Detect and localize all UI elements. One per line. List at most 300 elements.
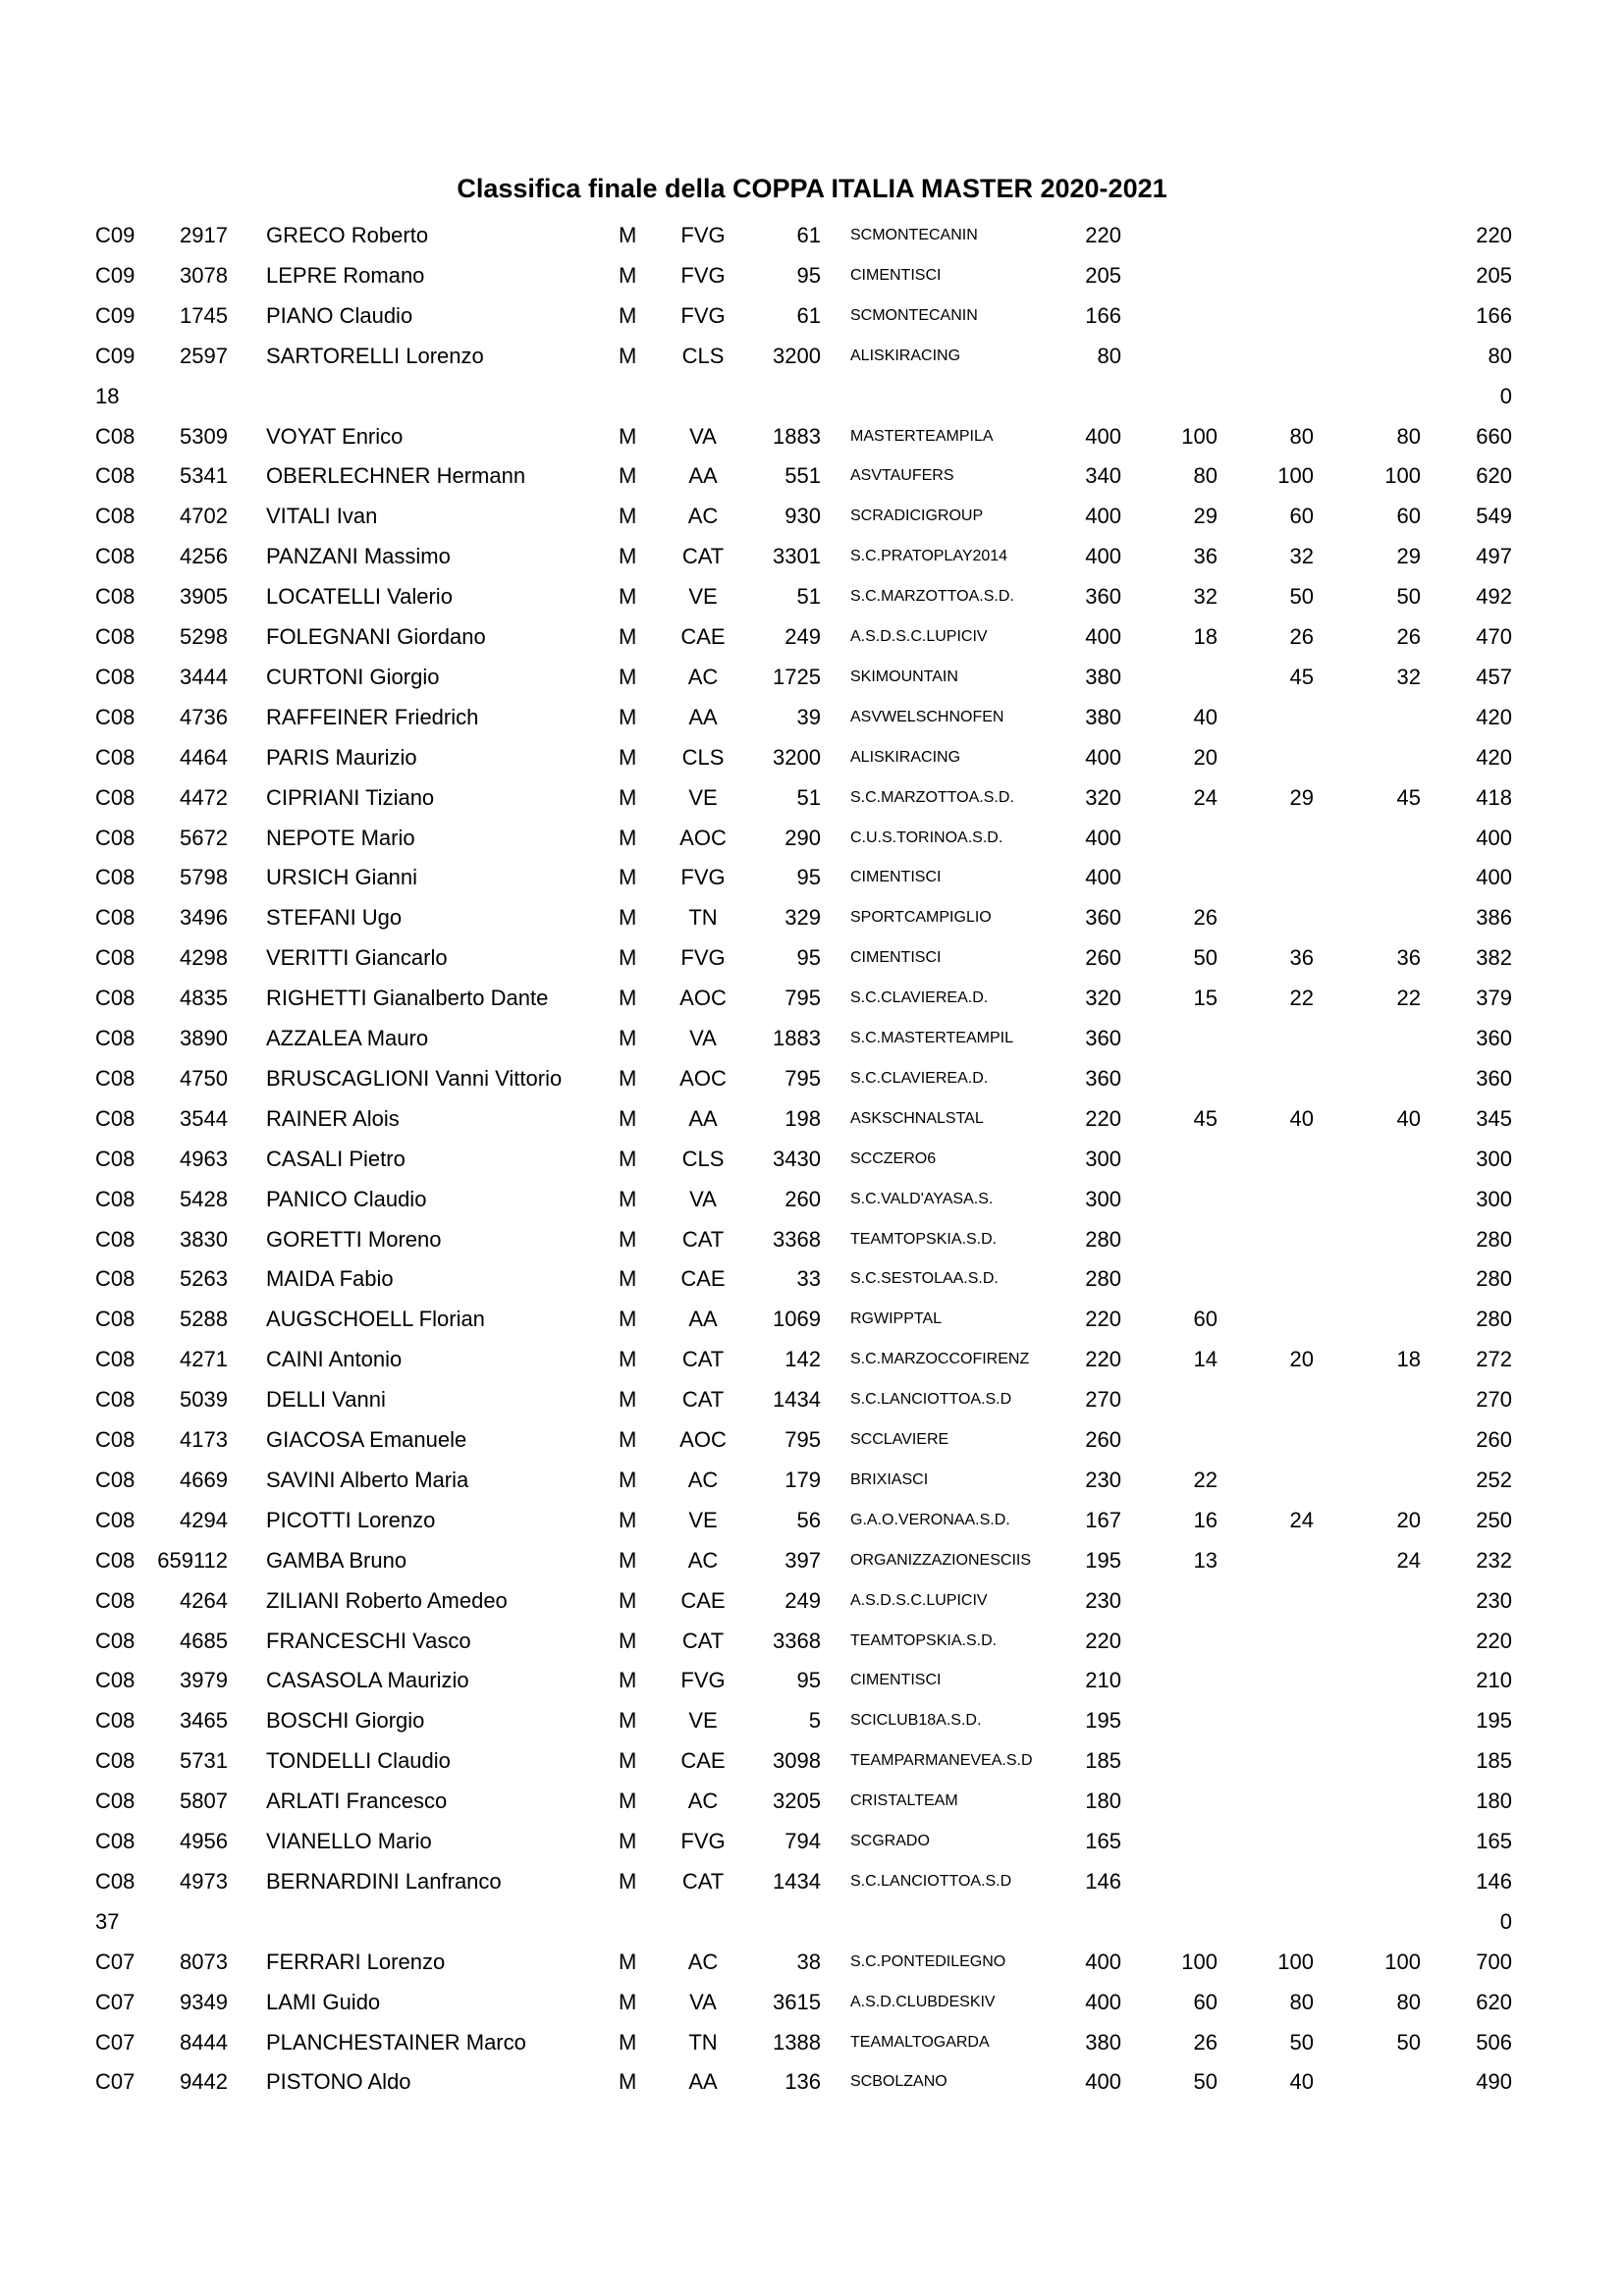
sex-cell: M [619,744,637,770]
sex-cell: M [619,1387,637,1413]
points-race-4-cell: 32 [1396,664,1421,689]
region-cell: CAE [680,1266,726,1292]
points-race-4-cell: 100 [1384,1949,1421,1974]
table-row [0,417,1624,457]
points-race-2-cell: 16 [1193,1507,1218,1532]
region-cell: CLS [681,744,725,770]
athlete-name-cell: GORETTI Moreno [266,1226,442,1252]
points-race-1-cell: 195 [1085,1708,1121,1734]
points-race-3-cell: 60 [1289,504,1314,529]
region-cell: VA [689,1026,717,1050]
total-points-cell: 0 [1499,383,1512,408]
points-race-1-cell: 400 [1085,1949,1121,1974]
points-race-2-cell: 50 [1193,2069,1218,2095]
page-title: Classifica finale della COPPA ITALIA MASTER 2020-2021 [457,174,1167,203]
athlete-code-cell: 5288 [180,1307,228,1332]
points-race-1-cell: 260 [1085,945,1121,971]
team-name-cell: TEAMPARMANEVEA.S.D [850,1752,1033,1770]
region-cell: CAE [680,1748,726,1774]
sex-cell: M [619,1146,637,1171]
athlete-name-cell: VITALI Ivan [266,504,378,529]
region-cell: CAT [681,1347,725,1372]
points-race-1-cell: 280 [1085,1266,1121,1292]
points-race-1-cell: 400 [1085,423,1121,449]
region-cell: FVG [680,1668,726,1693]
athlete-code-cell: 5039 [180,1387,228,1413]
points-race-4-cell: 20 [1396,1507,1421,1532]
athlete-name-cell: CASASOLA Maurizio [266,1668,469,1693]
team-name-cell: SKIMOUNTAIN [850,667,958,685]
sex-cell: M [619,1226,637,1252]
table-row [0,456,1624,497]
team-name-cell: S.C.PONTEDILEGNO [850,1952,1006,1970]
region-cell: VA [689,1186,717,1211]
athlete-name-cell: PISTONO Aldo [266,2069,411,2095]
points-race-3-cell: 100 [1277,1949,1314,1974]
athlete-code-cell: 4750 [180,1065,228,1091]
total-points-cell: 490 [1476,2069,1512,2095]
region-cell: CAT [681,1868,725,1894]
category-cell: C07 [95,2029,135,2055]
region-cell: AC [687,504,719,529]
points-race-4-cell: 80 [1396,1989,1421,2014]
points-race-4-cell: 50 [1396,584,1421,610]
category-cell: 37 [95,1908,120,1934]
category-cell: C08 [95,1065,135,1091]
athlete-code-cell: 4956 [180,1829,228,1853]
points-race-4-cell: 29 [1396,544,1421,569]
category-cell: C08 [95,1748,135,1774]
region-cell: AOC [679,1427,727,1452]
points-race-3-cell: 29 [1289,784,1314,810]
total-points-cell: 210 [1476,1668,1512,1693]
points-race-4-cell: 50 [1396,2029,1421,2055]
club-code-cell: 61 [796,223,821,247]
points-race-2-cell: 100 [1181,423,1218,449]
points-race-1-cell: 360 [1085,905,1121,931]
total-points-cell: 379 [1476,986,1512,1011]
sex-cell: M [619,1868,637,1894]
team-name-cell: TEAMTOPSKIA.S.D. [850,1230,998,1248]
points-race-1-cell: 380 [1085,704,1121,729]
category-cell: C09 [95,343,135,368]
points-race-3-cell: 50 [1289,2029,1314,2055]
athlete-code-cell: 5341 [180,463,228,489]
region-cell: CAE [680,624,726,649]
points-race-4-cell: 100 [1384,463,1421,489]
athlete-code-cell: 5672 [180,825,228,850]
total-points-cell: 620 [1476,463,1512,489]
table-row [0,1541,1624,1581]
sex-cell: M [619,865,637,890]
total-points-cell: 345 [1476,1105,1512,1131]
team-name-cell: S.C.VALD'AYASA.S. [850,1190,994,1207]
sex-cell: M [619,1587,637,1613]
points-race-3-cell: 45 [1289,664,1314,689]
athlete-name-cell: CIPRIANI Tiziano [266,784,435,810]
athlete-name-cell: RAFFEINER Friedrich [266,704,479,729]
athlete-name-cell: PIANO Claudio [266,302,413,328]
points-race-2-cell: 24 [1193,784,1218,810]
points-race-1-cell: 270 [1085,1387,1121,1413]
total-points-cell: 420 [1476,704,1512,729]
points-race-4-cell: 80 [1396,423,1421,449]
sex-cell: M [619,2069,637,2095]
category-cell: C08 [95,1668,135,1693]
table-row [0,778,1624,819]
table-row [0,1902,1624,1943]
table-row [0,617,1624,658]
sex-cell: M [619,584,637,610]
category-cell: C08 [95,986,135,1011]
sex-cell: M [619,784,637,810]
club-code-cell: 551 [785,463,821,489]
sex-cell: M [619,1547,637,1573]
sex-cell: M [619,825,637,850]
athlete-code-cell: 4298 [180,945,228,971]
table-row [0,1501,1624,1541]
athlete-name-cell: TONDELLI Claudio [266,1748,451,1774]
athlete-name-cell: GIACOSA Emanuele [266,1427,467,1452]
table-row [0,1059,1624,1099]
athlete-code-cell: 3890 [180,1026,228,1050]
total-points-cell: 230 [1476,1587,1512,1613]
total-points-cell: 700 [1476,1949,1512,1974]
total-points-cell: 386 [1476,905,1512,931]
sex-cell: M [619,1708,637,1734]
team-name-cell: S.C.CLAVIEREA.D. [850,1069,989,1087]
total-points-cell: 232 [1476,1547,1512,1573]
points-race-1-cell: 210 [1085,1668,1121,1693]
club-code-cell: 51 [796,584,821,610]
total-points-cell: 457 [1476,664,1512,689]
sex-cell: M [619,945,637,971]
athlete-code-cell: 4973 [180,1868,228,1894]
points-race-4-cell: 24 [1396,1547,1421,1573]
points-race-1-cell: 300 [1085,1146,1121,1171]
region-cell: FVG [680,223,726,247]
region-cell: VE [688,784,718,810]
total-points-cell: 146 [1476,1868,1512,1894]
team-name-cell: MASTERTEAMPILA [850,427,994,445]
athlete-name-cell: CASALI Pietro [266,1146,406,1171]
athlete-name-cell: CURTONI Giorgio [266,664,440,689]
region-cell: AC [687,1789,719,1814]
points-race-3-cell: 20 [1289,1347,1314,1372]
sex-cell: M [619,262,637,288]
table-row [0,2062,1624,2103]
region-cell: AA [688,1307,718,1332]
athlete-code-cell: 8073 [180,1949,228,1974]
points-race-3-cell: 26 [1289,624,1314,649]
club-code-cell: 290 [785,825,821,850]
club-code-cell: 3200 [773,744,821,770]
athlete-name-cell: OBERLECHNER Hermann [266,463,526,489]
table-row [0,1461,1624,1501]
athlete-code-cell: 5298 [180,624,228,649]
athlete-code-cell: 5807 [180,1789,228,1814]
athlete-code-cell: 1745 [180,302,228,328]
total-points-cell: 360 [1476,1026,1512,1050]
category-cell: C08 [95,1266,135,1292]
sex-cell: M [619,1266,637,1292]
athlete-name-cell: SARTORELLI Lorenzo [266,343,484,368]
points-race-1-cell: 280 [1085,1226,1121,1252]
club-code-cell: 3368 [773,1226,821,1252]
total-points-cell: 300 [1476,1146,1512,1171]
points-race-1-cell: 220 [1085,1307,1121,1332]
points-race-1-cell: 220 [1085,1628,1121,1653]
athlete-code-cell: 4685 [180,1628,228,1653]
sex-cell: M [619,1789,637,1814]
athlete-code-cell: 2917 [180,223,228,247]
club-code-cell: 38 [796,1949,821,1974]
sex-cell: M [619,664,637,689]
club-code-cell: 260 [785,1186,821,1211]
athlete-name-cell: LAMI Guido [266,1989,381,2014]
table-row [0,1661,1624,1701]
points-race-2-cell: 36 [1193,544,1218,569]
team-name-cell: SCMONTECANIN [850,306,978,324]
category-cell: C08 [95,1347,135,1372]
sex-cell: M [619,463,637,489]
athlete-code-cell: 3496 [180,905,228,931]
club-code-cell: 794 [785,1829,821,1853]
region-cell: CAT [681,1226,725,1252]
points-race-1-cell: 380 [1085,664,1121,689]
table-row [0,1943,1624,1983]
athlete-code-cell: 3979 [180,1668,228,1693]
athlete-name-cell: PARIS Maurizio [266,744,417,770]
athlete-name-cell: ARLATI Francesco [266,1789,448,1814]
category-cell: C08 [95,1868,135,1894]
athlete-code-cell: 3905 [180,584,228,610]
region-cell: CAE [680,1587,726,1613]
region-cell: AC [687,1949,719,1974]
region-cell: VA [689,1989,717,2014]
sex-cell: M [619,1507,637,1532]
sex-cell: M [619,1829,637,1853]
table-row [0,1701,1624,1741]
points-race-3-cell: 32 [1289,544,1314,569]
table-row [0,1862,1624,1902]
region-cell: CLS [681,1146,725,1171]
athlete-name-cell: VERITTI Giancarlo [266,945,448,971]
athlete-name-cell: LOCATELLI Valerio [266,584,453,610]
points-race-1-cell: 400 [1085,1989,1121,2014]
total-points-cell: 492 [1476,584,1512,610]
table-row [0,979,1624,1019]
team-name-cell: SCCLAVIERE [850,1431,949,1448]
points-race-2-cell: 40 [1193,704,1218,729]
category-cell: C08 [95,1628,135,1653]
athlete-code-cell: 3444 [180,664,228,689]
table-row [0,1099,1624,1140]
athlete-code-cell: 4835 [180,986,228,1011]
total-points-cell: 166 [1476,302,1512,328]
points-race-1-cell: 205 [1085,262,1121,288]
region-cell: AOC [679,1065,727,1091]
region-cell: AA [688,704,718,729]
total-points-cell: 300 [1476,1186,1512,1211]
points-race-2-cell: 18 [1193,624,1218,649]
sex-cell: M [619,1065,637,1091]
club-code-cell: 61 [796,302,821,328]
table-row [0,1140,1624,1180]
club-code-cell: 3368 [773,1628,821,1653]
club-code-cell: 3615 [773,1989,821,2014]
table-row [0,858,1624,898]
points-race-3-cell: 80 [1289,1989,1314,2014]
region-cell: CAT [681,1628,725,1653]
table-row [0,497,1624,537]
points-race-1-cell: 400 [1085,504,1121,529]
sex-cell: M [619,1628,637,1653]
athlete-code-cell: 4173 [180,1427,228,1452]
athlete-name-cell: BRUSCAGLIONI Vanni Vittorio [266,1065,563,1091]
total-points-cell: 205 [1476,262,1512,288]
total-points-cell: 220 [1476,1628,1512,1653]
table-row [0,1420,1624,1461]
sex-cell: M [619,302,637,328]
athlete-name-cell: FRANCESCHI Vasco [266,1628,471,1653]
team-name-cell: A.S.D.S.C.LUPICIV [850,1591,988,1609]
club-code-cell: 136 [785,2069,821,2095]
athlete-code-cell: 5798 [180,865,228,890]
category-cell: C08 [95,945,135,971]
table-row [0,1822,1624,1862]
athlete-name-cell: GRECO Roberto [266,223,429,247]
athlete-name-cell: FOLEGNANI Giordano [266,624,486,649]
sex-cell: M [619,1186,637,1211]
athlete-code-cell: 5428 [180,1186,228,1211]
team-name-cell: CRISTALTEAM [850,1792,958,1810]
club-code-cell: 3098 [773,1748,821,1774]
club-code-cell: 198 [785,1105,821,1131]
category-cell: C07 [95,1989,135,2014]
athlete-name-cell: VOYAT Enrico [266,423,404,449]
athlete-name-cell: BERNARDINI Lanfranco [266,1868,502,1894]
region-cell: CAT [681,544,725,569]
category-cell: C08 [95,1587,135,1613]
table-row [0,1622,1624,1662]
athlete-name-cell: SAVINI Alberto Maria [266,1467,469,1492]
total-points-cell: 280 [1476,1226,1512,1252]
team-name-cell: SCGRADO [850,1833,930,1849]
team-name-cell: S.C.LANCIOTTOA.S.D [850,1391,1012,1409]
points-race-1-cell: 360 [1085,1065,1121,1091]
team-name-cell: SCMONTECANIN [850,227,978,243]
points-race-2-cell: 26 [1193,905,1218,931]
total-points-cell: 165 [1476,1829,1512,1853]
region-cell: FVG [680,1829,726,1853]
club-code-cell: 3430 [773,1146,821,1171]
points-race-4-cell: 18 [1396,1347,1421,1372]
athlete-code-cell: 9349 [180,1989,228,2014]
region-cell: AA [688,463,718,489]
points-race-3-cell: 40 [1289,1105,1314,1131]
athlete-code-cell: 2597 [180,343,228,368]
total-points-cell: 185 [1476,1748,1512,1774]
club-code-cell: 3301 [773,544,821,569]
team-name-cell: S.C.MARZOTTOA.S.D. [850,788,1014,806]
club-code-cell: 3200 [773,343,821,368]
points-race-2-cell: 100 [1181,1949,1218,1974]
club-code-cell: 1725 [773,664,821,689]
points-race-2-cell: 50 [1193,945,1218,971]
athlete-name-cell: ZILIANI Roberto Amedeo [266,1587,508,1613]
points-race-1-cell: 400 [1085,825,1121,850]
region-cell: AC [687,664,719,689]
category-cell: C08 [95,704,135,729]
team-name-cell: C.U.S.TORINOA.S.D. [850,828,1003,846]
table-row [0,1983,1624,2023]
points-race-1-cell: 230 [1085,1467,1121,1492]
club-code-cell: 179 [785,1467,821,1492]
points-race-2-cell: 22 [1193,1467,1218,1492]
table-row [0,1380,1624,1420]
points-race-1-cell: 360 [1085,1026,1121,1050]
sex-cell: M [619,986,637,1011]
team-name-cell: A.S.D.S.C.LUPICIV [850,628,988,645]
category-cell: C08 [95,784,135,810]
points-race-4-cell: 22 [1396,986,1421,1011]
athlete-code-cell: 4256 [180,544,228,569]
table-row [0,1019,1624,1059]
points-race-1-cell: 185 [1085,1748,1121,1774]
category-cell: C08 [95,1829,135,1853]
total-points-cell: 195 [1476,1708,1512,1734]
table-row [0,1741,1624,1782]
team-name-cell: SCBOLZANO [850,2073,947,2091]
total-points-cell: 620 [1476,1989,1512,2014]
team-name-cell: S.C.CLAVIEREA.D. [850,989,989,1007]
region-cell: FVG [680,865,726,890]
athlete-code-cell: 5263 [180,1266,228,1292]
region-cell: AOC [679,986,727,1011]
category-cell: C07 [95,1949,135,1974]
region-cell: FVG [680,262,726,288]
athlete-code-cell: 4736 [180,704,228,729]
sex-cell: M [619,1949,637,1974]
table-row [0,296,1624,337]
points-race-1-cell: 360 [1085,584,1121,610]
region-cell: FVG [680,302,726,328]
athlete-name-cell: GAMBA Bruno [266,1547,407,1573]
points-race-1-cell: 220 [1085,223,1121,247]
category-cell: C08 [95,584,135,610]
points-race-1-cell: 400 [1085,865,1121,890]
club-code-cell: 142 [785,1347,821,1372]
points-race-3-cell: 50 [1289,584,1314,610]
team-name-cell: A.S.D.CLUBDESKIV [850,1993,996,2010]
team-name-cell: S.C.MARZOCCOFIRENZ [850,1351,1030,1368]
team-name-cell: CIMENTISCI [850,869,942,886]
athlete-code-cell: 3544 [180,1105,228,1131]
category-cell: C08 [95,1146,135,1171]
team-name-cell: G.A.O.VERONAA.S.D. [850,1511,1010,1528]
category-cell: C08 [95,1387,135,1413]
club-code-cell: 397 [785,1547,821,1573]
points-race-1-cell: 220 [1085,1347,1121,1372]
sex-cell: M [619,544,637,569]
points-race-4-cell: 40 [1396,1105,1421,1131]
sex-cell: M [619,343,637,368]
category-cell: C08 [95,1186,135,1211]
team-name-cell: SCICLUB18A.S.D. [850,1712,982,1730]
table-row [0,337,1624,377]
points-race-3-cell: 36 [1289,945,1314,971]
